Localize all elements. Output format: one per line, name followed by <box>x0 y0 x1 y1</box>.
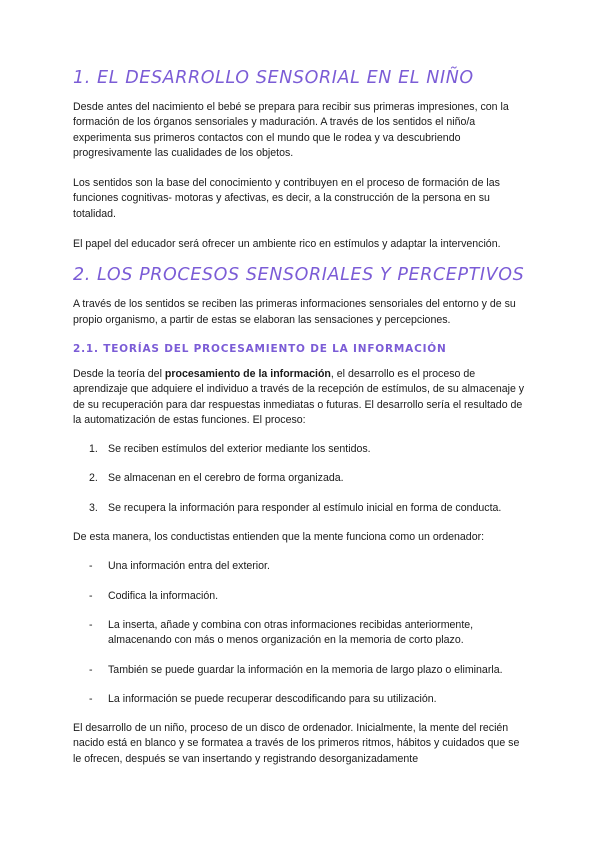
list-item-text: Se reciben estímulos del exterior mediante los sentidos. <box>108 443 371 456</box>
list-item <box>73 589 529 604</box>
section-1-paragraph-2: Los sentidos son la base del conocimiento y contribuyen en el proceso de formación de las funciones cognitivas- motoras y afectivas, es decir, a la construcción de la persona en su totalidad. <box>73 177 500 220</box>
list-item-text: Se recupera la información para responder al estímulo inicial en forma de conducta. <box>108 501 502 514</box>
list-marker: 1. <box>89 443 98 456</box>
list-item-text: Codifica la información. <box>108 589 219 602</box>
list-marker: - <box>89 663 93 676</box>
list-marker: - <box>89 589 93 602</box>
list-marker: 3. <box>89 501 98 514</box>
closing-paragraph: El desarrollo de un niño, proceso de un disco de ordenador. Inicialmente, la mente del recién nacido está en blanco y se formatea a través de los primeros ritmos, hábitos y cuidados que se le ofrecen, después se van insertando y registrando desorganizadamente <box>73 722 520 765</box>
list-item <box>73 559 529 574</box>
intro-bold-term: procesamiento de la información <box>164 367 331 380</box>
page-content <box>73 66 529 767</box>
section-1-paragraph-1: Desde antes del nacimiento el bebé se prepara para recibir sus primeras impresiones, con la formación de los órganos sensoriales y maduración. A través de los sentidos el niño/a experimenta sus primeros contactos con el mundo que le rodea y va descubriendo progresivamente las cualidades de los objetos. <box>73 101 509 159</box>
list-item <box>73 663 529 678</box>
list-item-text: Se almacenan en el cerebro de forma organizada. <box>108 472 344 485</box>
list-marker: - <box>89 618 93 631</box>
computer-analogy-intro: De esta manera, los conductistas entienden que la mente funciona como un ordenador: <box>73 531 485 544</box>
list-item <box>73 501 529 516</box>
list-item-text: También se puede guardar la información en la memoria de largo plazo o eliminarla. <box>108 663 503 676</box>
list-item <box>73 442 529 457</box>
section-1-paragraph-3: El papel del educador será ofrecer un ambiente rico en estímulos y adaptar la intervención. <box>73 238 501 251</box>
section-2-1-heading: 2.1. TEORÍAS DEL PROCESAMIENTO DE LA INFORMACIÓN <box>73 342 447 355</box>
list-marker: - <box>89 560 93 573</box>
list-marker: - <box>89 692 93 705</box>
section-2-paragraph: A través de los sentidos se reciben las primeras informaciones sensoriales del entorno y de su propio organismo, a partir de estas se elaboran las sensaciones y percepciones. <box>73 298 516 326</box>
section-2-1-intro <box>73 367 529 428</box>
section-2-heading: 2. LOS PROCESOS SENSORIALES Y PERCEPTIVOS <box>73 265 525 286</box>
list-marker: 2. <box>89 472 98 485</box>
section-1-heading: 1. EL DESARROLLO SENSORIAL EN EL NIÑO <box>73 68 474 88</box>
list-item <box>73 618 529 649</box>
computer-analogy-list <box>73 559 529 707</box>
list-item <box>73 471 529 486</box>
process-steps-list <box>73 442 529 516</box>
list-item-text: La inserta, añade y combina con otras informaciones recibidas anteriormente, almacenando con más o menos organización en la memoria de corto plazo. <box>108 618 474 647</box>
list-item-text: La información se puede recuperar descodificando para su utilización. <box>108 692 437 705</box>
intro-text-before: Desde la teoría del <box>73 367 165 380</box>
intro-text-after: , el desarrollo es el proceso de aprendizaje que adquiere el individuo a través de la recepción de estímulos, de su almacenaje y de su recuperación para dar respuestas inmediatas o futuras. El desarrollo sería el resultado de la automatización de estas funciones. El proceso: <box>73 367 525 426</box>
list-item-text: Una información entra del exterior. <box>108 560 270 573</box>
list-item <box>73 692 529 707</box>
